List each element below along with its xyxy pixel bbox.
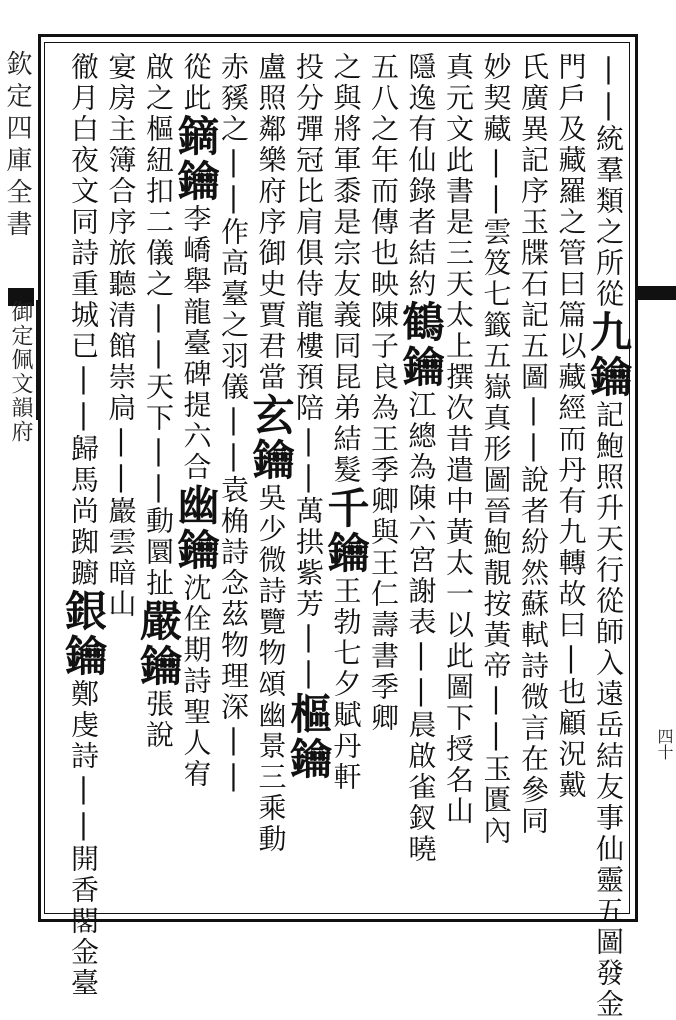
column-text: 盧照鄰樂府序御史賈君當	[254, 52, 288, 393]
entry-headword: 鏑鑰	[171, 114, 221, 204]
column-text: 李嶠舉龍臺碑提六合	[179, 204, 213, 483]
text-column	[584, 52, 633, 1020]
text-column	[321, 52, 371, 912]
column-text: 妙契藏||雲笈七籤五嶽真形圖晉鮑靚按黃帝||玉匱內	[479, 52, 513, 847]
column-text: 王勃七夕賦丹軒	[329, 576, 363, 793]
margin-book-title: 御定佩文韻府	[8, 300, 33, 444]
text-column	[171, 52, 221, 912]
column-text: 赤豯之||作高臺之羽儀||	[217, 52, 250, 475]
text-column	[476, 52, 516, 912]
column-text: 啟	[142, 52, 175, 83]
column-text: ||統羣類之所從	[592, 52, 625, 310]
entry-headword: 千鑰	[321, 486, 371, 576]
right-black-mark	[638, 286, 676, 300]
entry-headword: 玄鑰	[246, 393, 296, 483]
text-column	[59, 52, 108, 999]
entry-headword: 樞鑰	[284, 692, 333, 782]
column-text: 之與將軍黍是宗友義同昆弟結髮	[329, 52, 363, 486]
column-text: 江總為陳六宮謝表||晨啟雀釵曉	[404, 390, 438, 865]
column-text: 萬拱紫芳||	[292, 496, 325, 692]
entry-headword: 九鑰	[584, 310, 633, 400]
text-column	[438, 52, 478, 912]
page-number: 四十	[655, 728, 674, 760]
entry-headword: 嚴鑰	[134, 599, 183, 689]
entry-headword: 幽鑰	[171, 483, 221, 573]
text-column	[134, 52, 183, 912]
margin-collection-title: 欽定四庫全書	[2, 50, 32, 242]
text-column	[396, 52, 446, 912]
column-text: 五八之年而傳也	[367, 52, 400, 269]
column-text: 袁桷詩念茲物理深||	[217, 475, 250, 795]
text-column	[101, 52, 141, 912]
column-text: 之樞紐扣二儀之||天下||動圜扯	[142, 83, 175, 599]
column-text: 從此	[179, 52, 213, 114]
column-text: 吳少微詩覽物頌幽景三乘動	[254, 483, 288, 855]
column-text: 張說	[142, 689, 175, 751]
column-text: 鄭虔詩||開香閣金臺	[67, 679, 100, 999]
column-text: 投分彈冠比肩俱侍龍樓預陪||	[292, 52, 325, 496]
left-margin	[0, 0, 36, 956]
column-text: 門戶及藏羅之管曰篇以藏經而丹有九轉故曰|也顧況戴	[554, 52, 588, 801]
text-column	[246, 52, 296, 912]
column-text: 宴房主簿合序旅聽清館崇扃||巖雲暗山	[104, 52, 138, 620]
column-text: 隱逸有仙錄者結約	[404, 52, 438, 300]
column-text: 映陳子良為王季卿與王仁壽書季卿	[367, 269, 400, 734]
text-column	[551, 52, 591, 912]
column-text: 氏廣異記序玉牒石記五圖||說者紛然蘇軾詩微言在參同	[517, 52, 550, 837]
entry-headword: 鶴鑰	[396, 300, 446, 390]
column-text: 記鮑照升天行從師入遠岳結友事仙靈五圖發金	[592, 400, 625, 1020]
text-column	[363, 52, 403, 912]
column-text: 徹月白夜文同詩重城已||歸馬尚踟躕	[67, 52, 100, 589]
column-text: 沈佺期詩聖人宥	[179, 573, 213, 790]
column-text: 真元文此書是三天太上撰次昔遣中黃太一以此圖下授名山	[442, 52, 475, 827]
entry-headword: 銀鑰	[59, 589, 108, 679]
text-column	[513, 52, 553, 912]
